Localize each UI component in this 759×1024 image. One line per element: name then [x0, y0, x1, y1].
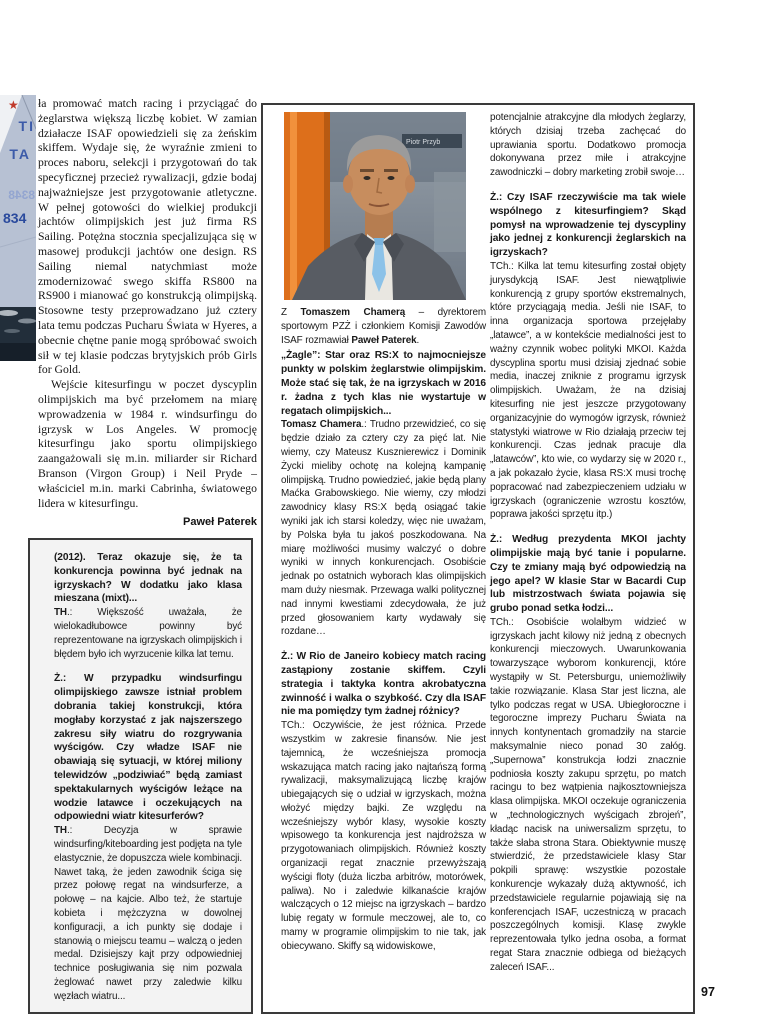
sail-letters-1: TI [18, 118, 35, 134]
sail-number: 834 [3, 210, 27, 226]
answer [54, 824, 242, 1003]
portrait-photo [284, 112, 466, 300]
question: Ż.: W przypadku windsurfingu olimpijskiego zawsze istniał problem dobrania takiej konstrukcji, która mogłaby korzystać z jak najszerszego zakresu siły wiatru do rozgrywania wyścigów. Czy władze ISAF nie obawiają się sytuacji, w której miliony telewidzów „podziwiać” będą zamiast spektakularnych wyścigów leżące na wodzie latawce i oczekujących na odpowiedni wiatr kitesurferów? [54, 673, 242, 823]
caption-interviewee: Tomaszem Chamerą [300, 307, 406, 318]
answer [54, 606, 242, 661]
answer [281, 719, 486, 954]
red-star-icon: ★ [8, 98, 19, 112]
answer-text: TCh.: Kilka lat temu kitesurfing został objęty jurysdykcją ISAF. Jest niewątpliwie konkurencją z grupy sportów ekstremalnych, które przyciągają media. Jeśli nie ISAF, to inna organizacja sportowa przejęłaby „latawce”, a w kontekście medialności jest to ważny czynnik wobec polityki MKOI. Każda dyscyplina sportu musi dzisiaj zjednać sobie media, inaczej zniknie z programu igrzysk olimpijskich. Uważam, że na dzisiaj kitesurfing nie jest jeszcze przygotowany organizacyjnie do wymogów igrzysk, również statystyki wiatrowe w Rio działają przeciw tej konkurencji. Czas jednak pracuje dla „latawców”, kto wie, co wydarzy się w 2020 r., a jak pokazało życie, klasa RS:X musi trochę popracować nad zabezpieczeniem udziału w igrzyskach (ograniczenie wzrostu kosztów, poprawa jakości sprzętu itp.) [490, 260, 686, 521]
speaker-label: TH [54, 607, 67, 619]
interview-right-column [490, 111, 686, 975]
question: „Żagle”: Star oraz RS:X to najmocniejsze punkty w polskim żeglarstwie olimpijskim. Może stać się tak, że na igrzyskach w 2016 r. żadna z tych klas nie wystartuje w regatach olimpijskich... [281, 350, 486, 417]
interview-box-main [261, 103, 695, 1014]
intro-paragraph-2: Wejście kitesurfingu w poczet dyscyplin olimpijskich ma być przełomem na miarę wprowadzenia w 1984 r. windsurfingu do igrzysk w Los Angeles. W promocję kitesurfingu jako sportu olimpijskiego zaangażowali się m.in. miliarder sir Richard Branson (Virgon Group) i Neil Pryde – właściciel m.in. marki Cabrinha, światowego lidera w kitesurfingu. [38, 378, 257, 510]
sail-number-mirrored: 8348 [8, 188, 35, 202]
photo-nameplate-text: Piotr Przyb [406, 139, 441, 146]
speaker-label: Tomasz Chamera [281, 419, 362, 431]
answer-text: .: Decyzja w sprawie windsurfing/kiteboarding jest podjęta na tyle elastycznie, że dopuszcza wiele kombinacji. Nawet taką, że jeden zawodnik ściga się przez połowę regat na windsurferze, a połowę – na kajcie. Albo też, że startuje kobieta i mężczyzna w dowolnej konfiguracji, a ich punkty się dodaje i stanowią o miejscu teamu – walczą o jeden medal. Dzisiejszy kajt przy odpowiedniej technice posługiwania się nim pozwala żeglować nawet przy zaledwie kilku węzłach wiatru... [54, 825, 242, 1002]
answer-continuation: potencjalnie atrakcyjne dla młodych żeglarzy, których dzisiaj trzeba zachęcać do uprawiania sportu. Dodatkowo promocja dokonywana przez miłe i atrakcyjne zawodniczki – dobry marketing zrobił swoje… [490, 112, 686, 179]
question: Ż.: Czy ISAF rzeczywiście ma tak wiele wspólnego z kitesurfingiem? Skąd pomysł na wprowadzenie tej dyscypliny jako jednej z konkurencji żeglarskich na igrzyskach? [490, 191, 686, 259]
answer-text: .: Większość uważała, że wielokadłubowce powinny być reprezentowane na igrzyskach olimpijskich i błędem było ich wyrzucenie kilka lat temu. [54, 607, 242, 660]
caption-text: . [416, 334, 420, 346]
answer [490, 260, 686, 522]
caption-interviewer: Paweł Paterek [351, 334, 417, 346]
answer-text: .: Trudno przewidzieć, co się będzie działo za cztery czy za pięć lat. Nie wiemy, czy Mateusz Kusznierewicz i Dominik Życki mieliby ochotę na kolejną kampanię olimpijską. Trudno powiedzieć, jakie będą plany Maćka Grabowskiego. Nie wiemy, czy młodzi zawodnicy klasy RS:X będą osiągać takie wyniki jak ich starsi koledzy, więc nie uważam, by Polska była tu jakoś poszkodowana. Na miarę możliwości musimy walczyć o dobre wyniki w innych konkurencjach. Osobiście jednak po ostatnich wyborach klas olimpijskich mam duży niesmak. Przewaga walki politycznej nad innymi kwestiami zdecydowała, że już przed głosowaniem karty wydawały się rozdane… [281, 419, 486, 638]
answer [281, 418, 486, 639]
intro-byline: Paweł Paterek [183, 516, 257, 529]
question: Ż.: Według prezydenta MKOI jachty olimpijskie mają być tanie i popularne. Czy te zmiany mają być odpowiedzią na jego apel? W klasie Star w Bacardi Cup lub mistrzostwach świata pojawia się grubo ponad setka łodzi... [490, 534, 686, 615]
answer-text: TCh.: Osobiście wolałbym widzieć w igrzyskach jacht kilowy niż jedną z obecnych konkurencji mieczowych. Uwarunkowania towarzyszące wyborom konkurencji, które wystąpiły w St. Petersburgu, uniemożliwiły takie rozwiązanie. Klasa Star jest liczna, ale tylko podczas regat w USA. Ubiegłoroczne i tegoroczne imprezy Pucharu Świata na innych kontynentach gromadziły na starcie maksymalnie nieco ponad 30 załóg. „Supernowa” konstrukcja łodzi znacznie podniosła koszty zakupu sprzętu, po match racingu to bez wątpienia najkosztowniejsza klasa olimpijska. MKOI oczekuje ograniczenia w „technologicznych wyścigach zbrojeń”, kładąc nacisk na uniwersalizm sprzętu, to także słaba strona Stara. Obiektywnie muszę stwierdzić, że przedstawiciele klasy Star pokpili sprawę: wszystkie pozostałe konkurencje wykazały dużą aktywność, ich przedstawiciele regularnie pojawiają się na konferencjach ISAF, uczestniczą w pracach poszczególnych komisji. Klasę zwykle reprezentowała tylko jedna osoba, a format regat Stara znacznie odbiega od bieżących zaleceń ISAF... [490, 616, 686, 973]
intro-article-column [38, 97, 257, 530]
speaker-label: TH [54, 825, 67, 837]
question: Ż.: W Rio de Janeiro kobiecy match racing zastąpiony zostanie skiffem. Czyli strategia i taktyka kontra akrobatyczna zwinność i walka o szybkość. Czy dla ISAF nie ma pomiędzy tym żadnej różnicy? [281, 651, 486, 718]
caption-text: Z [281, 307, 301, 318]
photo-caption [281, 306, 486, 347]
interview-middle-column [281, 306, 486, 954]
answer-text: TCh.: Oczywiście, że jest różnica. Przede wszystkim w zakresie finansów. Nie jest tajemnicą, że wcześniejsza promocja wskazująca match racing jako najtańszą formą rywalizacji, maksymalizującą liczbę krajów ubiegających się o udział w igrzyskach, można włożyć między bajki. Ze względu na wcześniejszy wybór klasy, wysokie koszty wpisowego ta konkurencja jest najdroższa w przygotowaniach olimpijskich. Również koszty organizacji regat znacznie przewyższają wyścigi floty (duża liczba arbitrów, motorówek, paliwa). No i zaledwie kilkanaście krajów walczących o 12 miejsc na igrzyskach – bardzo lubię regaty w formule meczowej, ale to, co mamy w programie olimpijskim to nie tak, jak obiecywano. Skiffy są widowiskowe, [281, 720, 486, 952]
page-number: 97 [701, 985, 715, 999]
sail-photo-illustration [0, 95, 36, 361]
sail-letters-2: TA [9, 146, 31, 162]
caption-text: – dyrektorem sportowym PZŻ i członkiem Komisji Zawodów ISAF rozmawiał [281, 307, 486, 346]
answer [490, 616, 686, 975]
sail-photo-strip [0, 95, 36, 361]
intro-paragraph-1: ła promować match racing i przyciągać do żeglarstwa większą liczbę kobiet. W zamian działacze ISAF opowiedzieli się za żeńskim skiffem. Wydaje się, że wyraźnie zmieni to proces naboru, selekcji i przygotowań do tak specyficznej przecież rywalizacji, gdzie bodaj najważniejsze jest przygotowanie atletyczne. W pełnej gotowości do wielkiej produkcji jachtów olimpijskich jest już firma RS Sailing. Potężna stocznia specjalizująca się w masowej produkcji jachtów one design. RS Sailing niemal natychmiast może zmodernizować swego skiffa RS800 na RS900 i mianować go konstrukcją olimpijską. Stosowne testy przeprowadzano już cztery lata temu podczas Pucharu Świata w Hyeres, a obecnie chętne panie mogą spróbować swoich sił w tej klasie podczas brytyjskich prób Girls for Gold. [38, 97, 257, 377]
interview-box-left [28, 538, 253, 1014]
portrait-illustration [284, 112, 466, 300]
question: (2012). Teraz okazuje się, że ta konkurencja powinna być jednak na igrzyskach? W dodatku jako klasa mieszana (mixt)... [54, 552, 242, 605]
